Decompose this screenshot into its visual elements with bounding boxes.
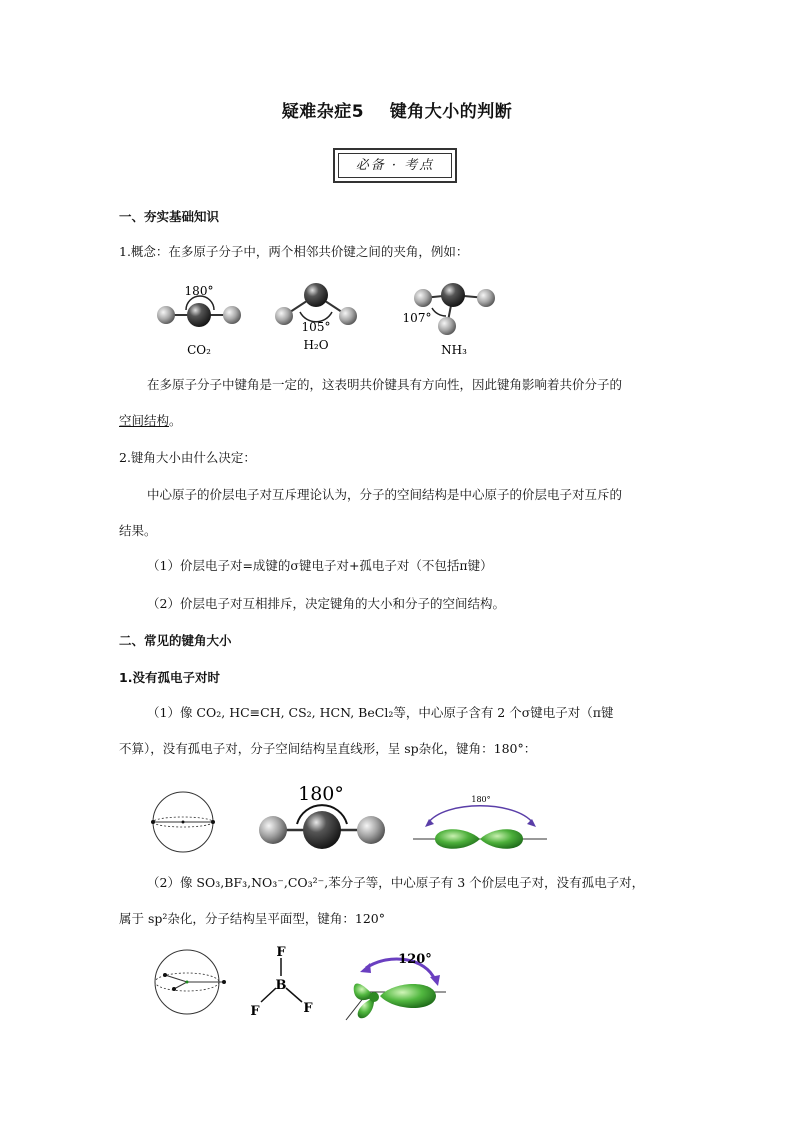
sp-linear-model: [259, 783, 385, 849]
bf3-structure: [250, 945, 313, 1019]
section2-heading: 二、常见的键角大小: [119, 633, 232, 648]
co2-angle-label: 180°: [184, 284, 214, 298]
para1-line1: 在多原子分子中键角是一定的，这表明共价键具有方向性，因此键角影响着共价分子的: [147, 377, 623, 392]
case2-line2: 属于 sp²杂化，分子结构呈平面型，键角：120°: [119, 911, 386, 926]
subsection1-heading: 1.没有孤电子对时: [119, 670, 220, 685]
atom-b: B: [275, 978, 287, 993]
section1-heading: 一、夯实基础知识: [119, 209, 220, 224]
molecule-angle-figure: [140, 274, 520, 364]
h2o-formula: H₂O: [303, 338, 329, 352]
nh3-angle-label: 107°: [402, 311, 432, 325]
atom-f-top: F: [276, 945, 286, 960]
sp2-hybrid-figure: [150, 940, 460, 1026]
sp-hybrid-figure: [145, 778, 555, 862]
concept-line: 1.概念：在多原子分子中，两个相邻共价键之间的夹角，例如：: [119, 244, 469, 259]
case1-line1: （1）像 CO₂, HC≡CH, CS₂, HCN, BeCl₂等，中心原子含有 2 个σ键电子对（π键: [147, 705, 614, 720]
nh3-formula: NH₃: [441, 343, 467, 357]
rule-item-1: （1）价层电子对=成键的σ键电子对+孤电子对（不包括π键）: [147, 558, 493, 573]
para2-line1: 中心原子的价层电子对互斥理论认为，分子的空间结构是中心原子的价层电子对互斥的: [147, 487, 623, 502]
sp2-sphere-icon: [155, 950, 226, 1014]
nh3-model: [403, 283, 495, 357]
h2o-model: [275, 283, 357, 352]
case1-line2: 不算），没有孤电子对，分子空间结构呈直线形，呈 sp杂化，键角：180°：: [119, 741, 537, 756]
sp-orbital-model: [413, 795, 547, 849]
question2: 2.键角大小由什么决定：: [119, 450, 256, 465]
sp2-orbital-model: [346, 952, 446, 1020]
para1-line2: 空间结构。: [119, 413, 182, 428]
co2-formula: CO₂: [187, 343, 211, 357]
sp2-orbital-angle-label: 120°: [398, 952, 432, 967]
h2o-angle-label: 105°: [301, 320, 331, 334]
atom-f-left: F: [250, 1004, 260, 1019]
linear-angle-label: 180°: [298, 783, 344, 805]
rule-item-2: （2）价层电子对互相排斥，决定键角的大小和分子的空间结构。: [147, 596, 505, 611]
sp-orbital-angle-label: 180°: [471, 795, 491, 804]
spatial-structure-term: 空间结构: [119, 413, 170, 428]
co2-model: [157, 284, 241, 357]
sp-sphere-icon: [151, 792, 215, 852]
case2-line1: （2）像 SO₃,BF₃,NO₃⁻,CO₃²⁻,苯分子等，中心原子有 3 个价层电子对，没有孤电子对，: [147, 875, 645, 890]
para2-line2: 结果。: [119, 523, 157, 538]
atom-f-right: F: [303, 1001, 313, 1016]
key-points-badge: [333, 148, 457, 183]
page-title: 疑难杂症5 键角大小的判断: [281, 102, 513, 122]
badge-label: 必备 · 考点: [338, 153, 452, 178]
